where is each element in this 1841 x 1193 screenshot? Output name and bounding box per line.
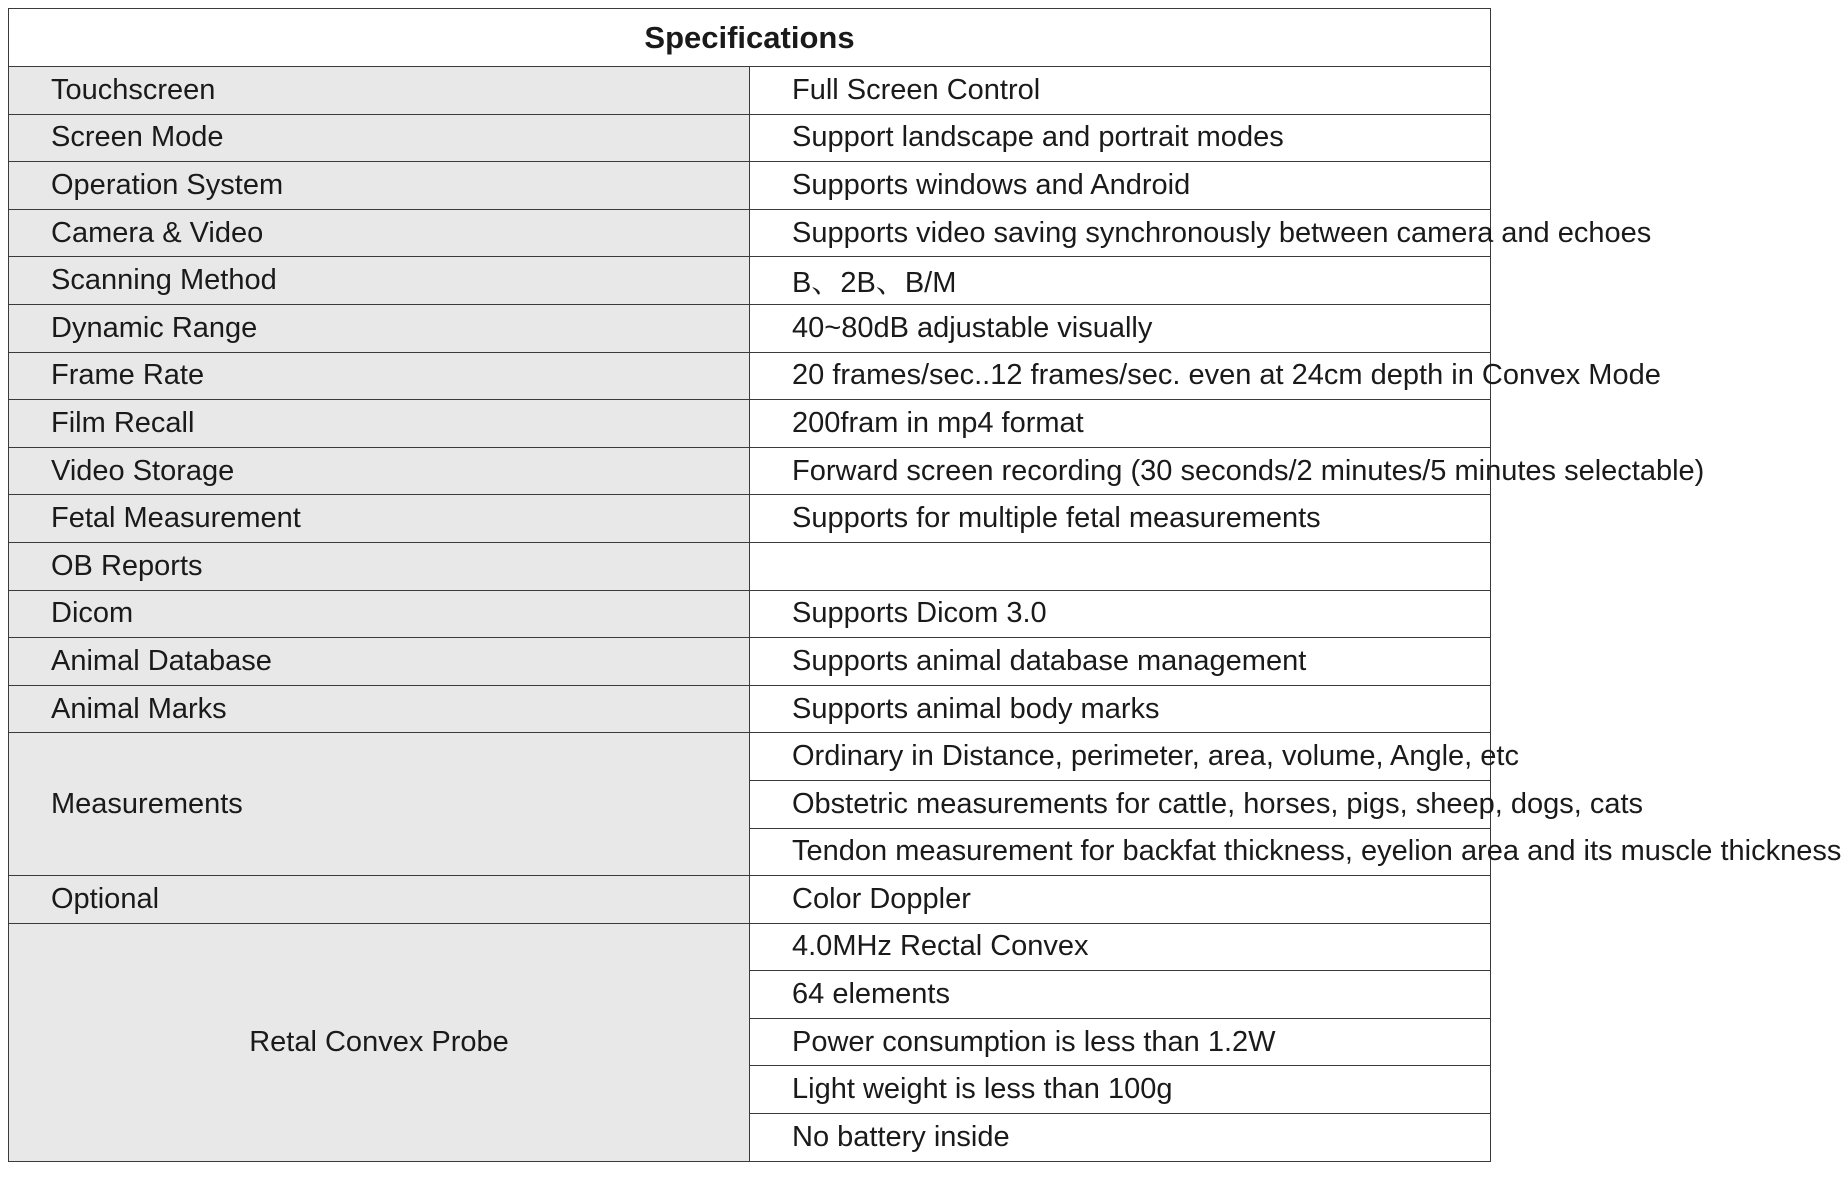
table-row xyxy=(9,733,1491,781)
table-row xyxy=(9,685,1491,733)
spec-label: Dicom xyxy=(9,590,750,638)
probe-value: 64 elements xyxy=(750,971,1491,1019)
table-row xyxy=(9,209,1491,257)
spec-value: Support landscape and portrait modes xyxy=(750,114,1491,162)
probe-value: Light weight is less than 100g xyxy=(750,1066,1491,1114)
measurement-value: Obstetric measurements for cattle, horses, pigs, sheep, dogs, cats xyxy=(750,780,1491,828)
optional-value: Color Doppler xyxy=(750,876,1491,924)
table-row xyxy=(9,590,1491,638)
table-title: Specifications xyxy=(9,9,1491,67)
measurement-value: Ordinary in Distance, perimeter, area, volume, Angle, etc xyxy=(750,733,1491,781)
spec-label: Film Recall xyxy=(9,400,750,448)
table-row xyxy=(9,304,1491,352)
table-row xyxy=(9,876,1491,924)
table-row xyxy=(9,162,1491,210)
spec-label: Animal Database xyxy=(9,638,750,686)
probe-value: Power consumption is less than 1.2W xyxy=(750,1018,1491,1066)
spec-label: Frame Rate xyxy=(9,352,750,400)
spec-value: 20 frames/sec..12 frames/sec. even at 24cm depth in Convex Mode xyxy=(750,352,1491,400)
spec-value: 200fram in mp4 format xyxy=(750,400,1491,448)
spec-label: Touchscreen xyxy=(9,67,750,115)
table-row xyxy=(9,923,1491,971)
spec-value xyxy=(750,542,1491,590)
spec-value: Supports Dicom 3.0 xyxy=(750,590,1491,638)
measurements-label: Measurements xyxy=(9,733,750,876)
spec-label: Animal Marks xyxy=(9,685,750,733)
table-row xyxy=(9,400,1491,448)
probe-value: No battery inside xyxy=(750,1114,1491,1162)
spec-label: Video Storage xyxy=(9,447,750,495)
spec-value: B、2B、B/M xyxy=(750,257,1491,305)
spec-label: Dynamic Range xyxy=(9,304,750,352)
spec-label: Camera & Video xyxy=(9,209,750,257)
spec-label: Operation System xyxy=(9,162,750,210)
spec-label: Screen Mode xyxy=(9,114,750,162)
table-row xyxy=(9,638,1491,686)
table-row xyxy=(9,447,1491,495)
spec-value: 40~80dB adjustable visually xyxy=(750,304,1491,352)
measurement-value: Tendon measurement for backfat thickness, eyelion area and its muscle thickness xyxy=(750,828,1491,876)
table-row xyxy=(9,67,1491,115)
spec-value: Full Screen Control xyxy=(750,67,1491,115)
table-row xyxy=(9,542,1491,590)
spec-label: Fetal Measurement xyxy=(9,495,750,543)
table-row xyxy=(9,257,1491,305)
spec-value: Supports animal body marks xyxy=(750,685,1491,733)
spec-value: Supports animal database management xyxy=(750,638,1491,686)
spec-label: OB Reports xyxy=(9,542,750,590)
spec-value: Supports windows and Android xyxy=(750,162,1491,210)
spec-value: Supports video saving synchronously between camera and echoes xyxy=(750,209,1491,257)
spec-value: Supports for multiple fetal measurements xyxy=(750,495,1491,543)
spec-value: Forward screen recording (30 seconds/2 minutes/5 minutes selectable) xyxy=(750,447,1491,495)
table-row xyxy=(9,495,1491,543)
probe-value: 4.0MHz Rectal Convex xyxy=(750,923,1491,971)
specifications-table xyxy=(8,8,1841,1162)
optional-label: Optional xyxy=(9,876,750,924)
table-row xyxy=(9,114,1491,162)
table-row xyxy=(9,352,1491,400)
probe-label: Retal Convex Probe xyxy=(9,923,750,1161)
spec-label: Scanning Method xyxy=(9,257,750,305)
table-title-row xyxy=(9,9,1491,67)
